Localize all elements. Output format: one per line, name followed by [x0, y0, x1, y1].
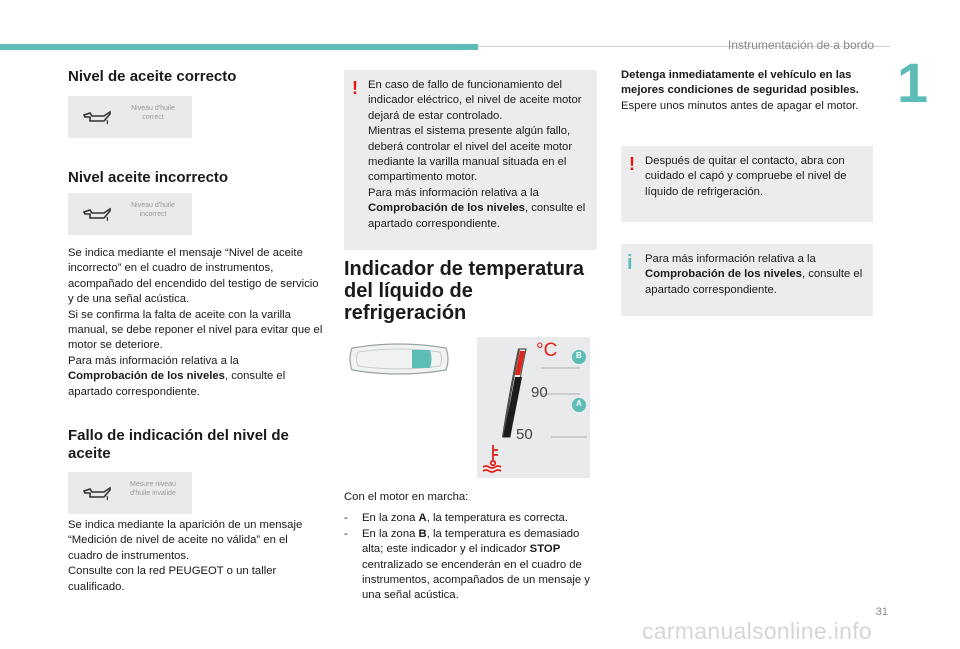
paragraph: [68, 354, 324, 400]
bold-reference: Comprobación de los niveles: [645, 268, 802, 281]
oil-display-line: Niveau d'huile: [131, 202, 175, 209]
gauge-tick-50: 50: [516, 426, 533, 443]
text: , consulte el apartado correspondiente.: [368, 202, 586, 230]
text: Para más información relativa a la: [68, 354, 239, 367]
text: , la temperatura es correcta.: [426, 512, 568, 525]
gauge-zone-b-label: B: [576, 351, 582, 360]
oil-display-correct: [68, 96, 192, 138]
oil-incorrect-description: [68, 246, 324, 400]
info-text: [645, 252, 865, 298]
text: Para más información relativa a la: [368, 186, 539, 199]
section-title-oil-correct: Nivel de aceite correcto: [68, 68, 237, 85]
info-box-levels: [621, 244, 873, 316]
paragraph: Se indica mediante la aparición de un mensaje “Medición de nivel de aceite no válida” en el cuadro de instrumentos.: [68, 519, 303, 562]
section-title-oil-fault: Fallo de indicación del nivel de aceite: [68, 427, 289, 462]
coolant-description: [344, 490, 599, 604]
oil-can-icon: [82, 205, 112, 223]
zone-label: B: [418, 527, 427, 540]
oil-display-incorrect: [68, 193, 192, 235]
text: Para más información relativa a la: [645, 253, 816, 265]
warning-box-oil: [344, 70, 597, 250]
text: centralizado se encenderán en el cuadro de instrumentos, acompañados de un mensaje y una señal acústica.: [362, 558, 590, 602]
paragraph: En caso de fallo de funcionamiento del indicador eléctrico, el nivel de aceite motor dejará de estar controlado.: [368, 79, 582, 122]
paragraph: Si se confirma la falta de aceite con la varilla manual, se debe reponer el nivel para evitar que el motor se deteriore.: [68, 308, 323, 352]
section-header-title: Instrumentación de a bordo: [727, 38, 874, 52]
gauge-zone-a-label: A: [576, 399, 582, 408]
oil-fault-description: [68, 518, 324, 595]
paragraph: Mientras el sistema presente algún fallo, deberá controlar el nivel del aceite motor mediante la varilla manual situada en el compartimento motor.: [368, 125, 573, 184]
warning-text: Después de quitar el contacto, abra con cuidado el capó y compruebe el nivel de líquido de refrigeración.: [645, 155, 847, 198]
text: En la zona: [362, 527, 419, 540]
text: , consulte el apartado correspondiente.: [68, 370, 286, 398]
header-accent-bar: [0, 44, 478, 50]
coolant-gauge-graphic: [477, 337, 590, 478]
gauge-tick-90: 90: [531, 384, 548, 401]
oil-can-icon: [82, 108, 112, 126]
stop-label: STOP: [529, 543, 561, 556]
chapter-number: 1: [897, 51, 929, 114]
gauge-unit-label: °C: [536, 340, 558, 361]
paragraph: Con el motor en marcha:: [344, 491, 469, 503]
oil-display-text: [122, 104, 184, 122]
coolant-gauge-detail: [477, 337, 590, 478]
oil-display-line: Mesure niveau: [130, 481, 176, 488]
oil-display-invalid: [68, 472, 192, 514]
warning-text: [368, 78, 590, 232]
bold-reference: Comprobación de los niveles: [368, 202, 525, 215]
text: , la temperatura es demasiado alta; este indicador y el indicador: [362, 527, 580, 556]
oil-display-line: d'huile invalide: [130, 490, 176, 497]
oil-display-text: [122, 480, 184, 498]
right-intro: [621, 68, 873, 114]
coolant-gauge-dashboard-icon: [344, 338, 454, 380]
warning-icon: !: [629, 154, 635, 174]
info-icon: i: [627, 252, 633, 274]
oil-can-icon: [82, 484, 112, 502]
oil-display-line: incorrect: [139, 211, 167, 218]
bold-reference: Comprobación de los niveles: [68, 370, 225, 383]
section-title-coolant: Indicador de temperatura del líquido de refrigeración: [344, 258, 585, 324]
list-dash: -: [344, 512, 348, 525]
text: , consulte el apartado correspondiente.: [645, 268, 863, 296]
section-title-oil-incorrect: Nivel aceite incorrecto: [68, 169, 229, 186]
oil-display-line: correct: [142, 114, 164, 121]
warning-box-coolant: [621, 146, 873, 222]
list-item: [344, 527, 599, 604]
oil-display-text: [122, 201, 184, 219]
paragraph: Consulte con la red PEUGEOT o un taller cualificado.: [68, 565, 277, 593]
warning-icon: !: [352, 78, 358, 98]
list-item: [344, 511, 599, 526]
paragraph: Se indica mediante el mensaje “Nivel de aceite incorrecto” en el cuadro de instrumentos, acompañado del encendido del testigo de servicio y de una señal acústica.: [68, 247, 319, 306]
paragraph: Espere unos minutos antes de apagar el motor.: [621, 99, 859, 112]
coolant-thermometer-icon: [483, 445, 501, 472]
text: En la zona: [362, 512, 419, 525]
zone-label: A: [418, 512, 427, 525]
paragraph: [368, 186, 590, 232]
site-watermark: carmanualsonline.info: [641, 618, 872, 644]
page-number: 31: [875, 606, 888, 618]
bold-instruction: Detenga inmediatamente el vehículo en las mejores condiciones de seguridad posibles.: [621, 69, 859, 97]
oil-display-line: Niveau d'huile: [131, 105, 175, 112]
list-dash: -: [344, 527, 348, 540]
